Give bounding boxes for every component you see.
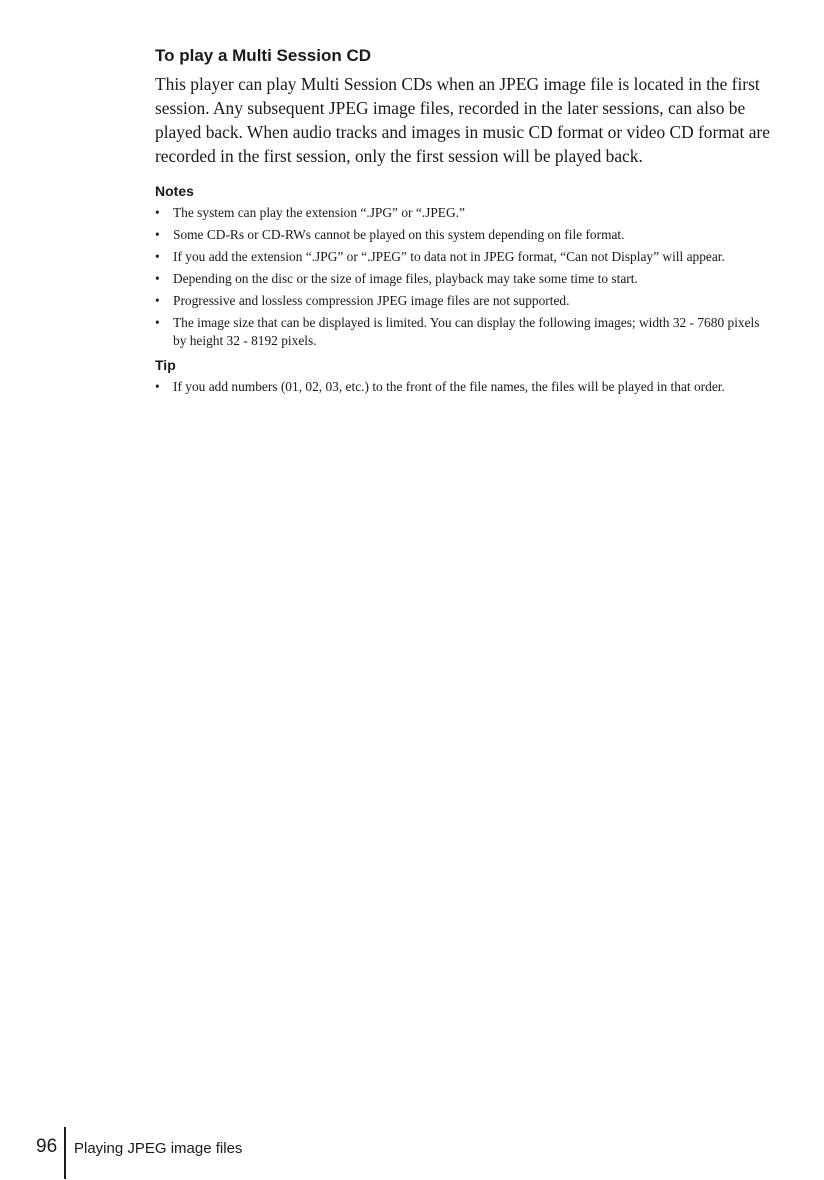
notes-list <box>155 204 775 350</box>
bullet-icon: • <box>155 293 160 308</box>
tip-list <box>155 378 775 396</box>
list-item <box>155 378 775 396</box>
list-item <box>155 226 775 244</box>
page-number: 96 <box>36 1136 58 1157</box>
note-text: Depending on the disc or the size of image files, playback may take some time to start. <box>173 271 638 286</box>
notes-heading: Notes <box>155 183 194 199</box>
note-text: If you add the extension “.JPG” or “.JPEG” to data not in JPEG format, “Can not Display” will appear. <box>173 249 725 264</box>
note-text: The image size that can be displayed is limited. You can display the following images; width 32 - 7680 pixels by height 32 - 8192 pixels. <box>173 315 760 348</box>
bullet-icon: • <box>155 227 160 242</box>
list-item <box>155 314 775 350</box>
bullet-icon: • <box>155 379 160 394</box>
page-content <box>155 44 775 400</box>
section-title: To play a Multi Session CD <box>155 46 371 65</box>
list-item <box>155 270 775 288</box>
section-body: This player can play Multi Session CDs when an JPEG image file is located in the first session. Any subsequent JPEG image files, recorded in the later sessions, can also be played back. When audio tracks and images in music CD format or video CD format are recorded in the first session, only the first session will be played back. <box>155 74 770 166</box>
bullet-icon: • <box>155 271 160 286</box>
bullet-icon: • <box>155 249 160 264</box>
tip-heading: Tip <box>155 357 176 373</box>
list-item <box>155 248 775 266</box>
note-text: Some CD-Rs or CD-RWs cannot be played on this system depending on file format. <box>173 227 625 242</box>
footer-divider <box>64 1127 66 1179</box>
bullet-icon: • <box>155 315 160 330</box>
note-text: Progressive and lossless compression JPEG image files are not supported. <box>173 293 570 308</box>
list-item <box>155 204 775 222</box>
footer-section-name: Playing JPEG image files <box>74 1140 243 1157</box>
note-text: The system can play the extension “.JPG” or “.JPEG.” <box>173 205 465 220</box>
tip-text: If you add numbers (01, 02, 03, etc.) to the front of the file names, the files will be played in that order. <box>173 379 725 394</box>
list-item <box>155 292 775 310</box>
bullet-icon: • <box>155 205 160 220</box>
